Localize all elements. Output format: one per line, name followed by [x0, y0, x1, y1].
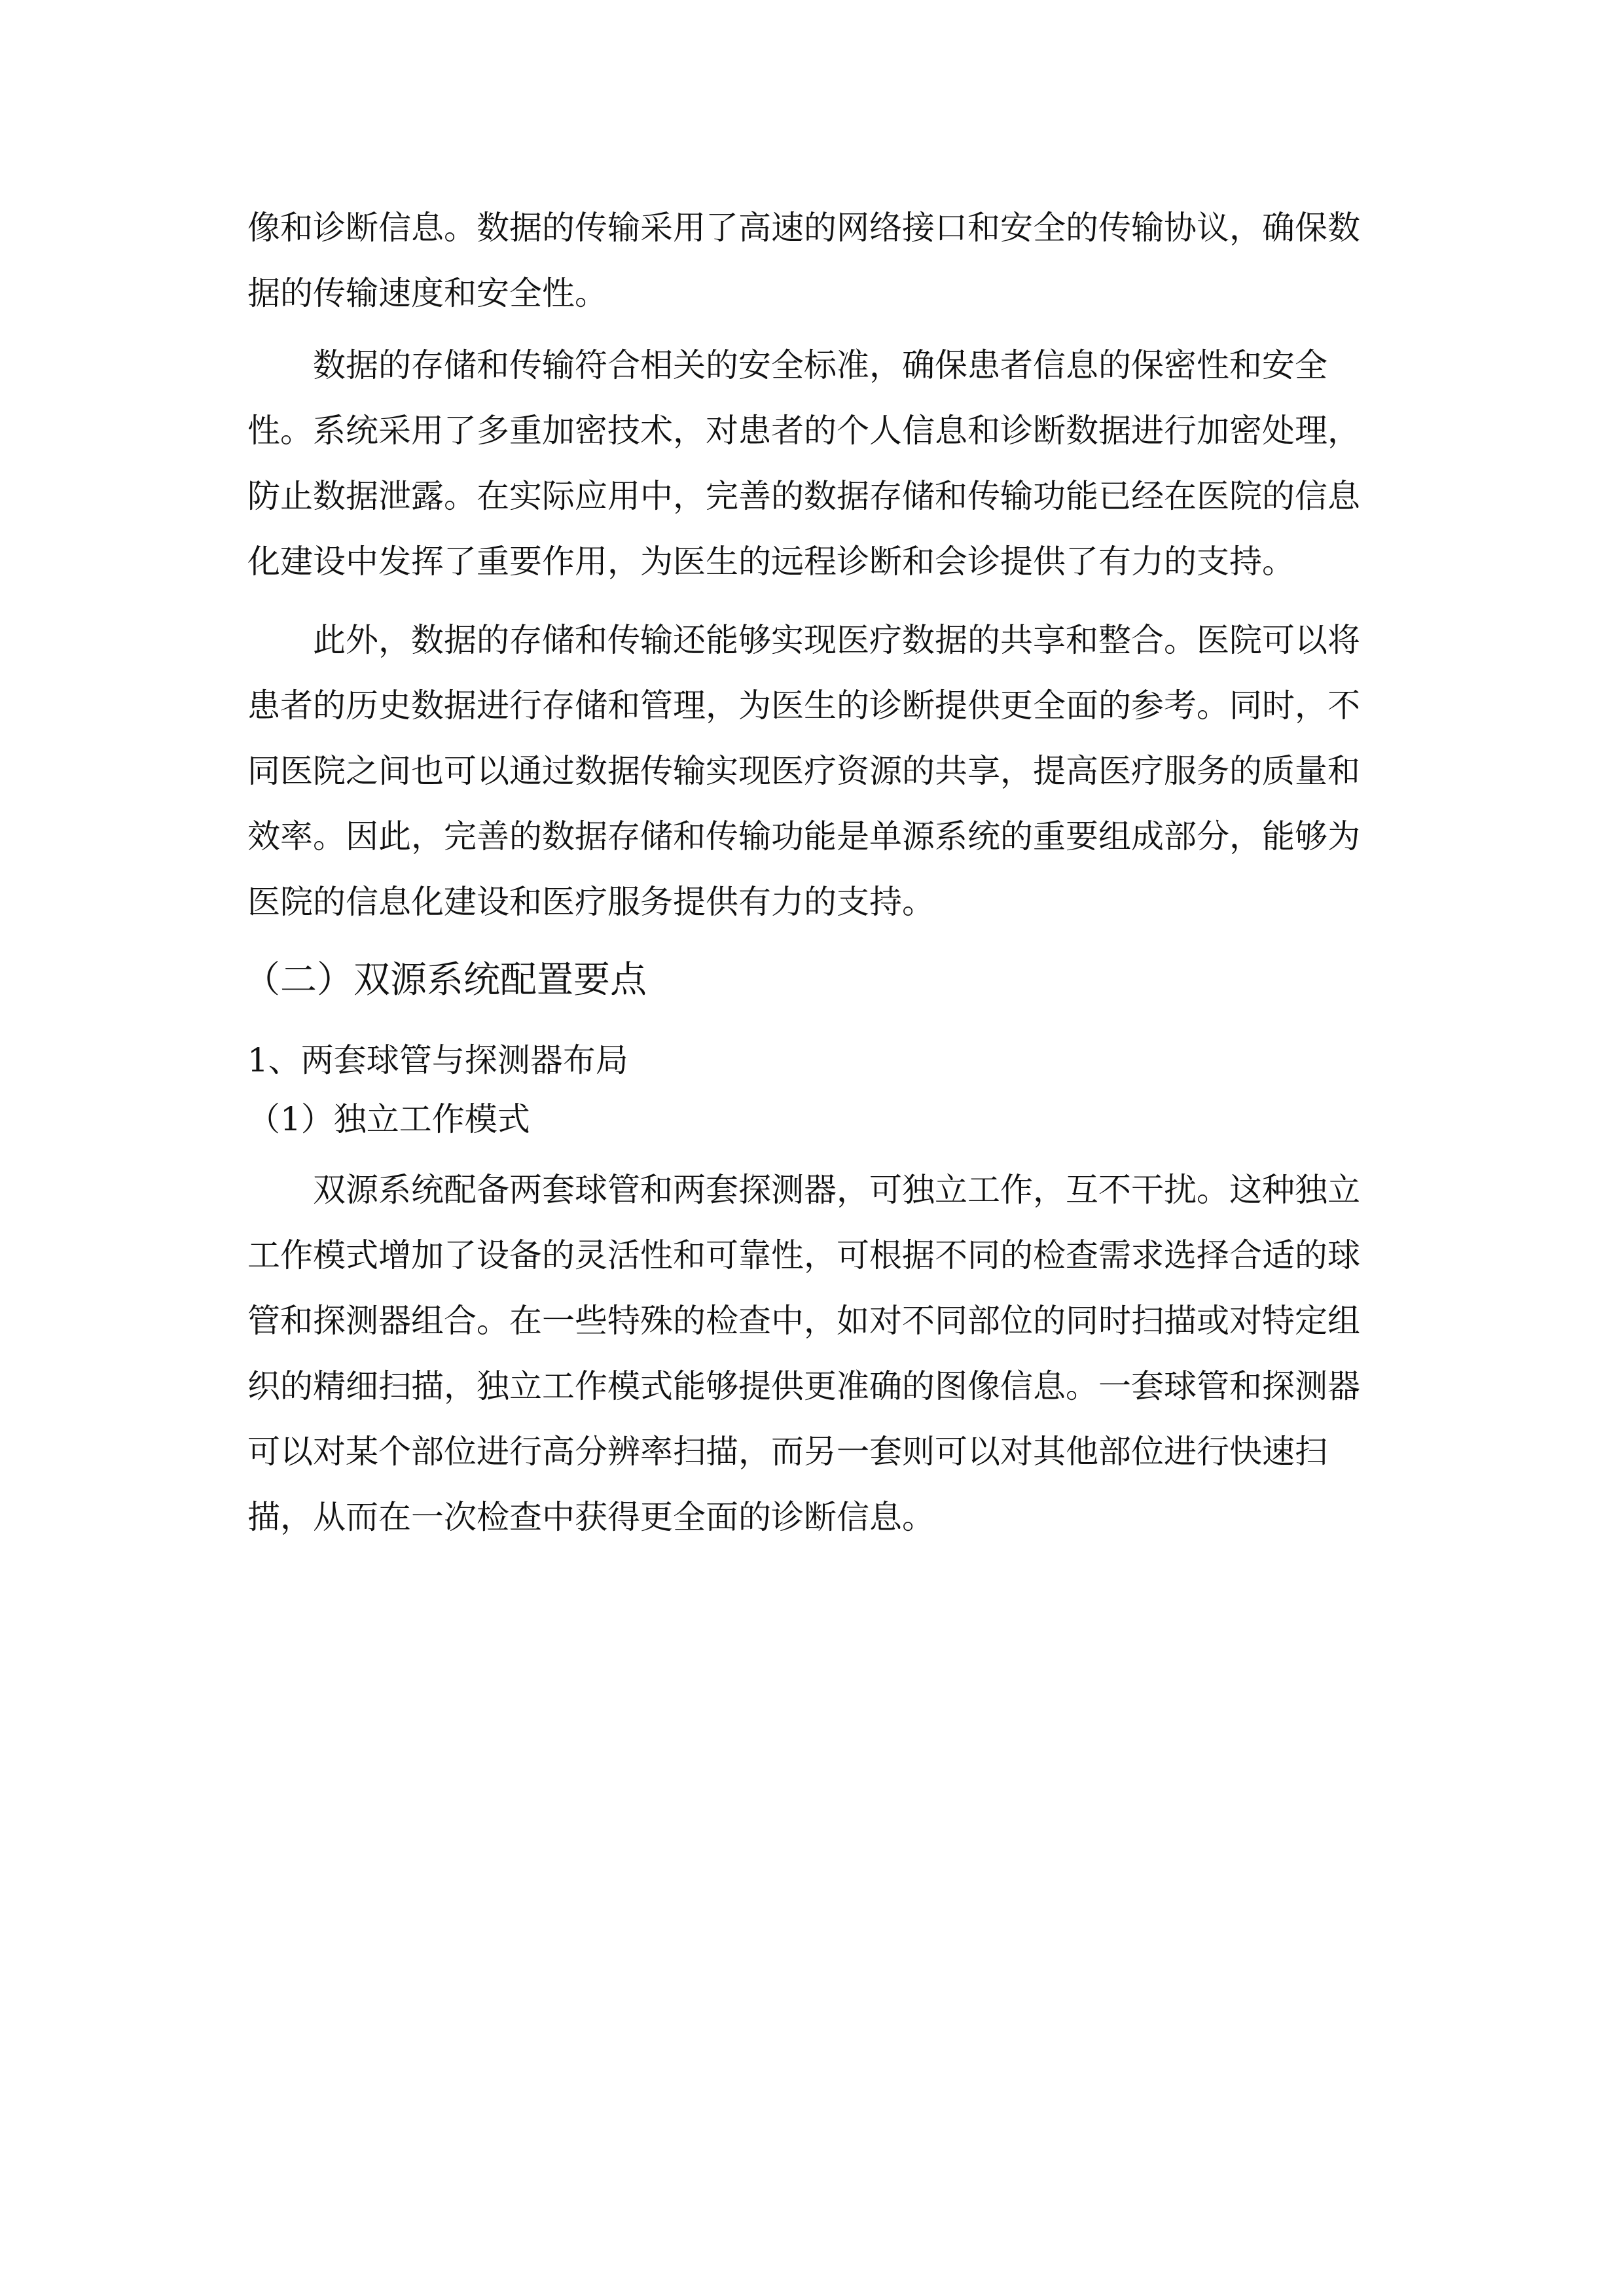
para2-line-1: 数据的存储和传输符合相关的安全标准，确保患者信息的保密性和安全 [313, 346, 1327, 384]
para4-line-5: 可以对某个部位进行高分辨率扫描，而另一套则可以对其他部位进行快速扫 [247, 1433, 1327, 1471]
subheading-1: 1、两套球管与探测器布局 [247, 1041, 628, 1079]
para4-line-2: 工作模式增加了设备的灵活性和可靠性，可根据不同的检查需求选择合适的球 [247, 1236, 1360, 1274]
para3-line-3: 同医院之间也可以通过数据传输实现医疗资源的共享，提高医疗服务的质量和 [247, 752, 1360, 790]
para4-line-1: 双源系统配备两套球管和两套探测器，可独立工作，互不干扰。这种独立 [313, 1171, 1360, 1209]
para3-line-2: 患者的历史数据进行存储和管理，为医生的诊断提供更全面的参考。同时，不 [247, 687, 1360, 725]
subheading-2: （1）独立工作模式 [247, 1100, 530, 1138]
para3-line-1: 此外，数据的存储和传输还能够实现医疗数据的共享和整合。医院可以将 [313, 621, 1360, 659]
para3-line-4: 效率。因此，完善的数据存储和传输功能是单源系统的重要组成部分，能够为 [247, 817, 1360, 855]
para1-line-1: 像和诊断信息。数据的传输采用了高速的网络接口和安全的传输协议，确保数 [247, 209, 1360, 247]
para2-line-2: 性。系统采用了多重加密技术，对患者的个人信息和诊断数据进行加密处理， [247, 412, 1360, 450]
section-heading: （二）双源系统配置要点 [244, 959, 647, 1001]
para1-line-2: 据的传输速度和安全性。 [247, 274, 607, 312]
para4-line-3: 管和探测器组合。在一些特殊的检查中，如对不同部位的同时扫描或对特定组 [247, 1302, 1360, 1340]
para2-line-3: 防止数据泄露。在实际应用中，完善的数据存储和传输功能已经在医院的信息 [247, 477, 1360, 515]
para3-line-5: 医院的信息化建设和医疗服务提供有力的支持。 [247, 883, 935, 921]
para2-line-4: 化建设中发挥了重要作用，为医生的远程诊断和会诊提供了有力的支持。 [247, 543, 1295, 581]
para4-line-6: 描，从而在一次检查中获得更全面的诊断信息。 [247, 1498, 935, 1536]
para4-line-4: 织的精细扫描，独立工作模式能够提供更准确的图像信息。一套球管和探测器 [247, 1367, 1360, 1405]
